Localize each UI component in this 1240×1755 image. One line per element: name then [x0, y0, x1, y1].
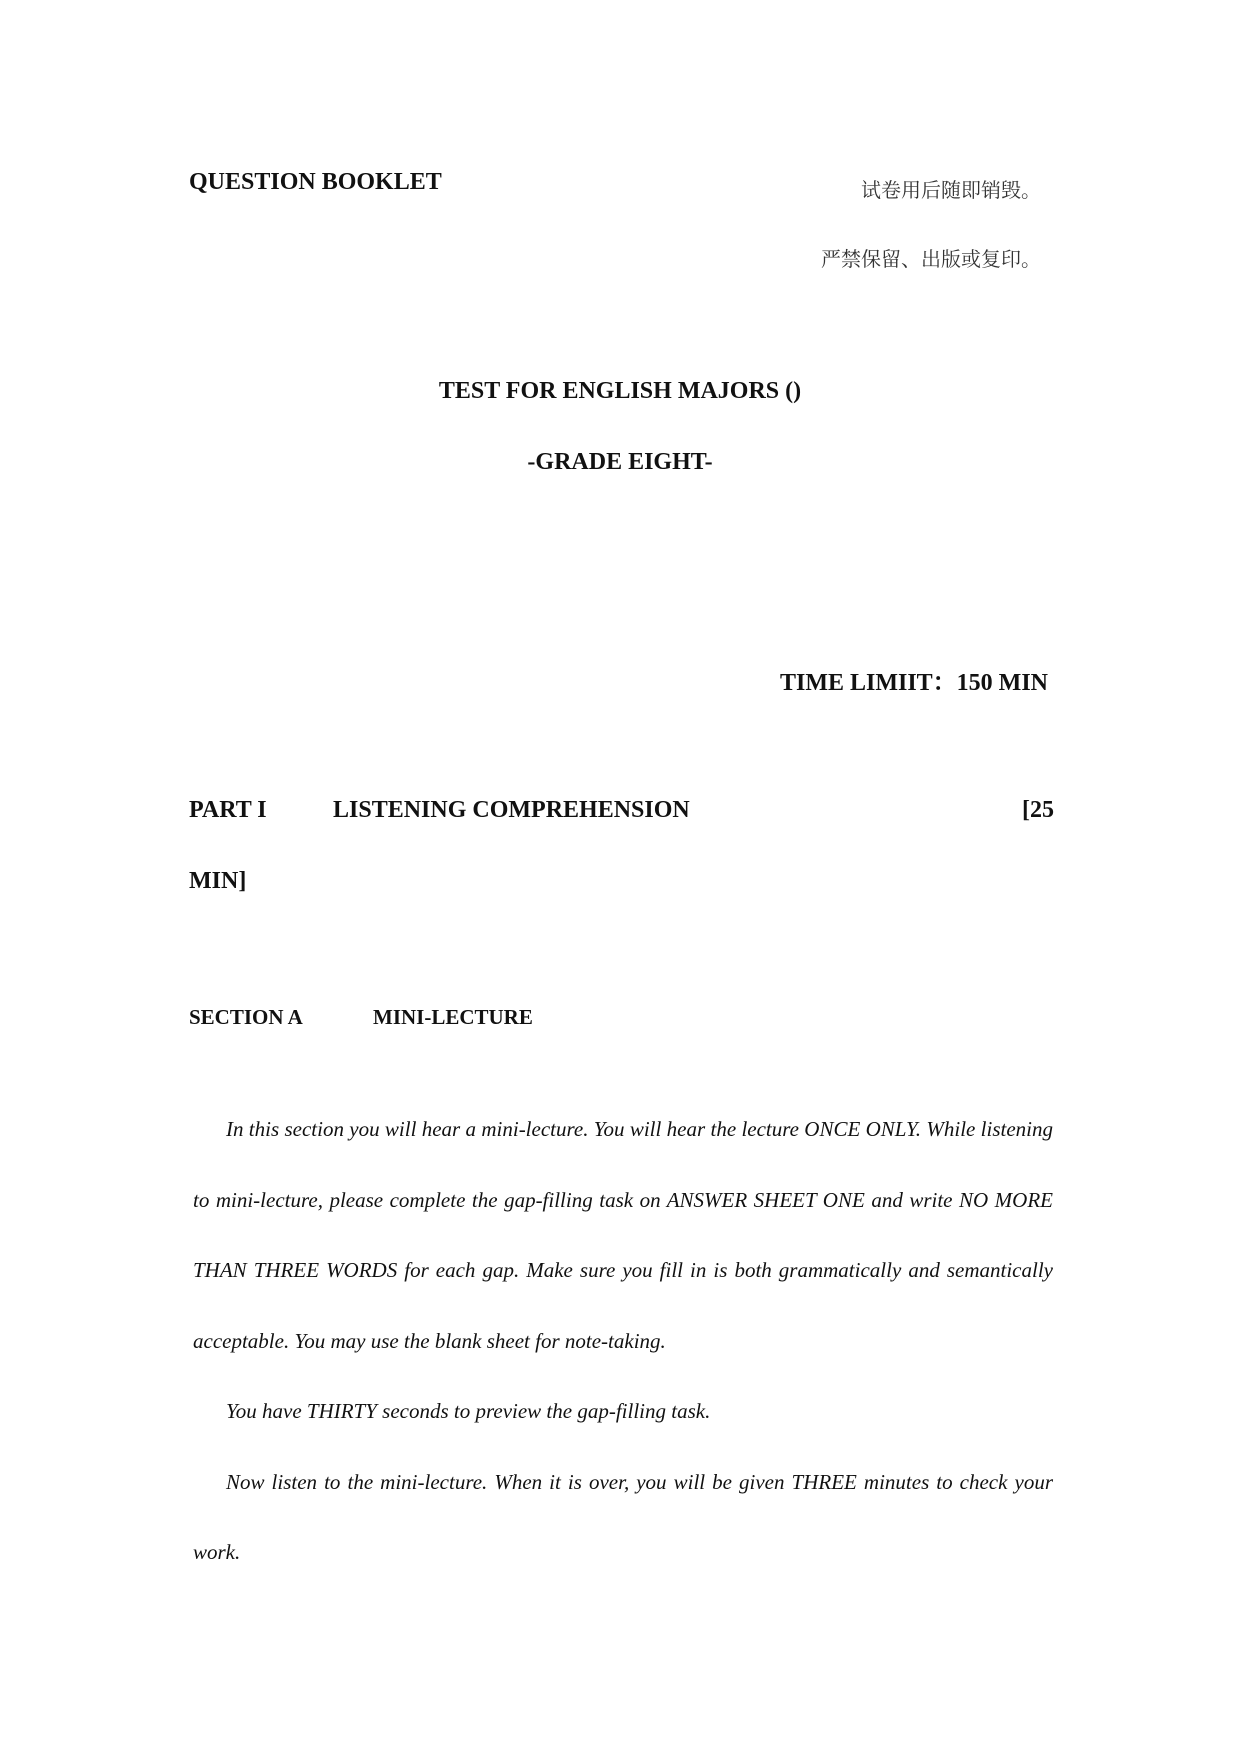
copy-prohibition-notice: 严禁保留、出版或复印。 — [821, 247, 1041, 271]
grade-heading: -GRADE EIGHT- — [527, 449, 713, 475]
part-label: PART I — [189, 797, 267, 823]
section-label: SECTION A — [189, 1005, 303, 1029]
instruction-paragraph: In this section you will hear a mini-lecture. You will hear the lecture ONCE ONLY. While listening to mini-lecture, please complete the gap-filling task on ANSWER SHEET ONE and write NO MORE THAN THREE WORDS for each gap. Make sure you fill in is both grammatically and semantically acceptable. You may use the blank sheet for note-taking. — [193, 1117, 1053, 1353]
test-title: TEST FOR ENGLISH MAJORS () — [438, 378, 802, 404]
section-title: MINI-LECTURE — [373, 1005, 533, 1029]
time-limit: TIME LIMIIT：150 MIN — [779, 670, 1048, 696]
instruction-paragraph: You have THIRTY seconds to preview the gap-filling task. — [226, 1399, 711, 1423]
part-duration-start: [25 — [1022, 797, 1054, 823]
instruction-paragraph: Now listen to the mini-lecture. When it is over, you will be given THREE minutes to check your work. — [193, 1469, 1053, 1564]
instructions — [193, 1094, 1053, 1588]
part-title: LISTENING COMPREHENSION — [333, 797, 690, 823]
part-duration-end: MIN] — [189, 868, 247, 894]
destroy-notice: 试卷用后随即销毁。 — [861, 178, 1041, 202]
booklet-title: QUESTION BOOKLET — [189, 169, 442, 195]
